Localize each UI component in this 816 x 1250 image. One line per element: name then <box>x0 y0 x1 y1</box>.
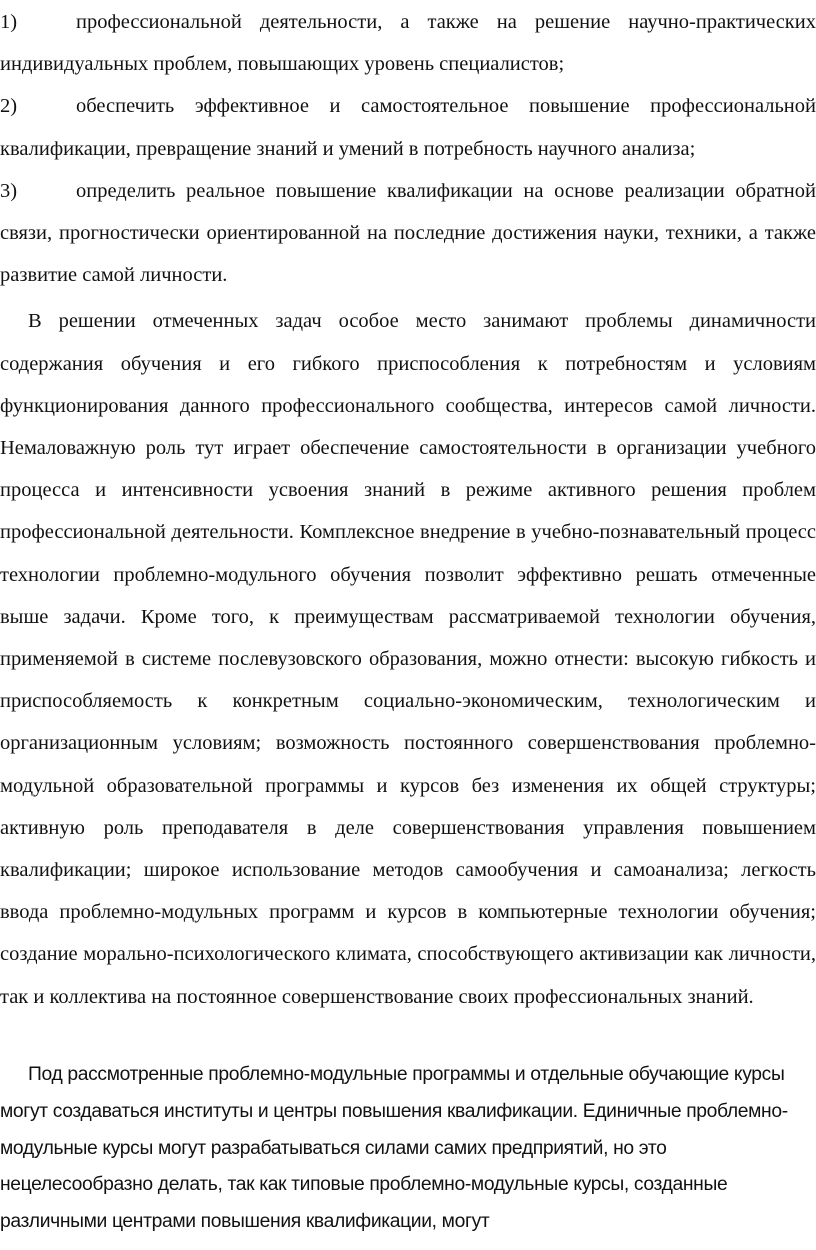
serif-text-block <box>0 1 816 1018</box>
list-number-1: 1) <box>0 11 18 33</box>
paragraph-1: В решении отмеченных задач особое место занимают проблемы динамичности содержания обучения и его гибкого приспособления к потребностям и условиям функционирования данного профессионального сообщества, интересов самой личности. Немаловажную роль тут играет обеспечение самостоятельности в организации учебного процесса и интенсивности усвоения знаний в режиме активного решения проблем профессиональной деятельности. Комплексное внедрение в учебно-познавательный процесс технологии проблемно-модульного обучения позволит эффективно решать отмеченные выше задачи. Кроме того, к преимуществам рассматриваемой технологии обучения, применяемой в системе послевузовского образования, можно отнести: высокую гибкость и приспособляемость к конкретным социально-экономическим, технологическим и организационным условиям; возможность постоянного совершенствования проблемно-модульной образовательной программы и курсов без изменения их общей структуры; активную роль преподавателя в деле совершенствования управления повышением квалификации; широкое использование методов самообучения и самоанализа; легкость ввода проблемно-модульных программ и курсов в компьютерные технологии обучения; создание морально-психологического климата, способствующего активизации как личности, так и коллектива на постоянное совершенствование своих профессиональных знаний. <box>0 310 816 1008</box>
sans-text-block <box>0 1057 816 1241</box>
list-item-2 <box>0 85 816 169</box>
list-number-2: 2) <box>0 95 18 118</box>
list-number-3: 3) <box>0 179 18 202</box>
list-item-3 <box>0 170 816 297</box>
list-item-1 <box>0 1 816 85</box>
paragraph-2: Под рассмотренные проблемно-модульные программы и отдельные обучающие курсы могут создаваться институты и центры повышения квалификации. Единичные проблемно-модульные курсы могут разрабатываться силами самих предприятий, но это нецелесообразно делать, так как типовые проблемно-модульные курсы, созданные различными центрами повышения квалификации, могут <box>0 1064 788 1233</box>
list-text-3: определить реальное повышение квалификации на основе реализации обратной связи, прогностически ориентированной на последние достижения науки, техники, а также развитие самой личности. <box>0 179 816 287</box>
list-text-2: обеспечить эффективное и самостоятельное повышение профессиональной квалификации, превращение знаний и умений в потребность научного анализа; <box>0 95 816 160</box>
list-text-1: профессиональной деятельности, а также на решение научно-практических индивидуальных проблем, повышающих уровень специалистов; <box>0 11 816 76</box>
